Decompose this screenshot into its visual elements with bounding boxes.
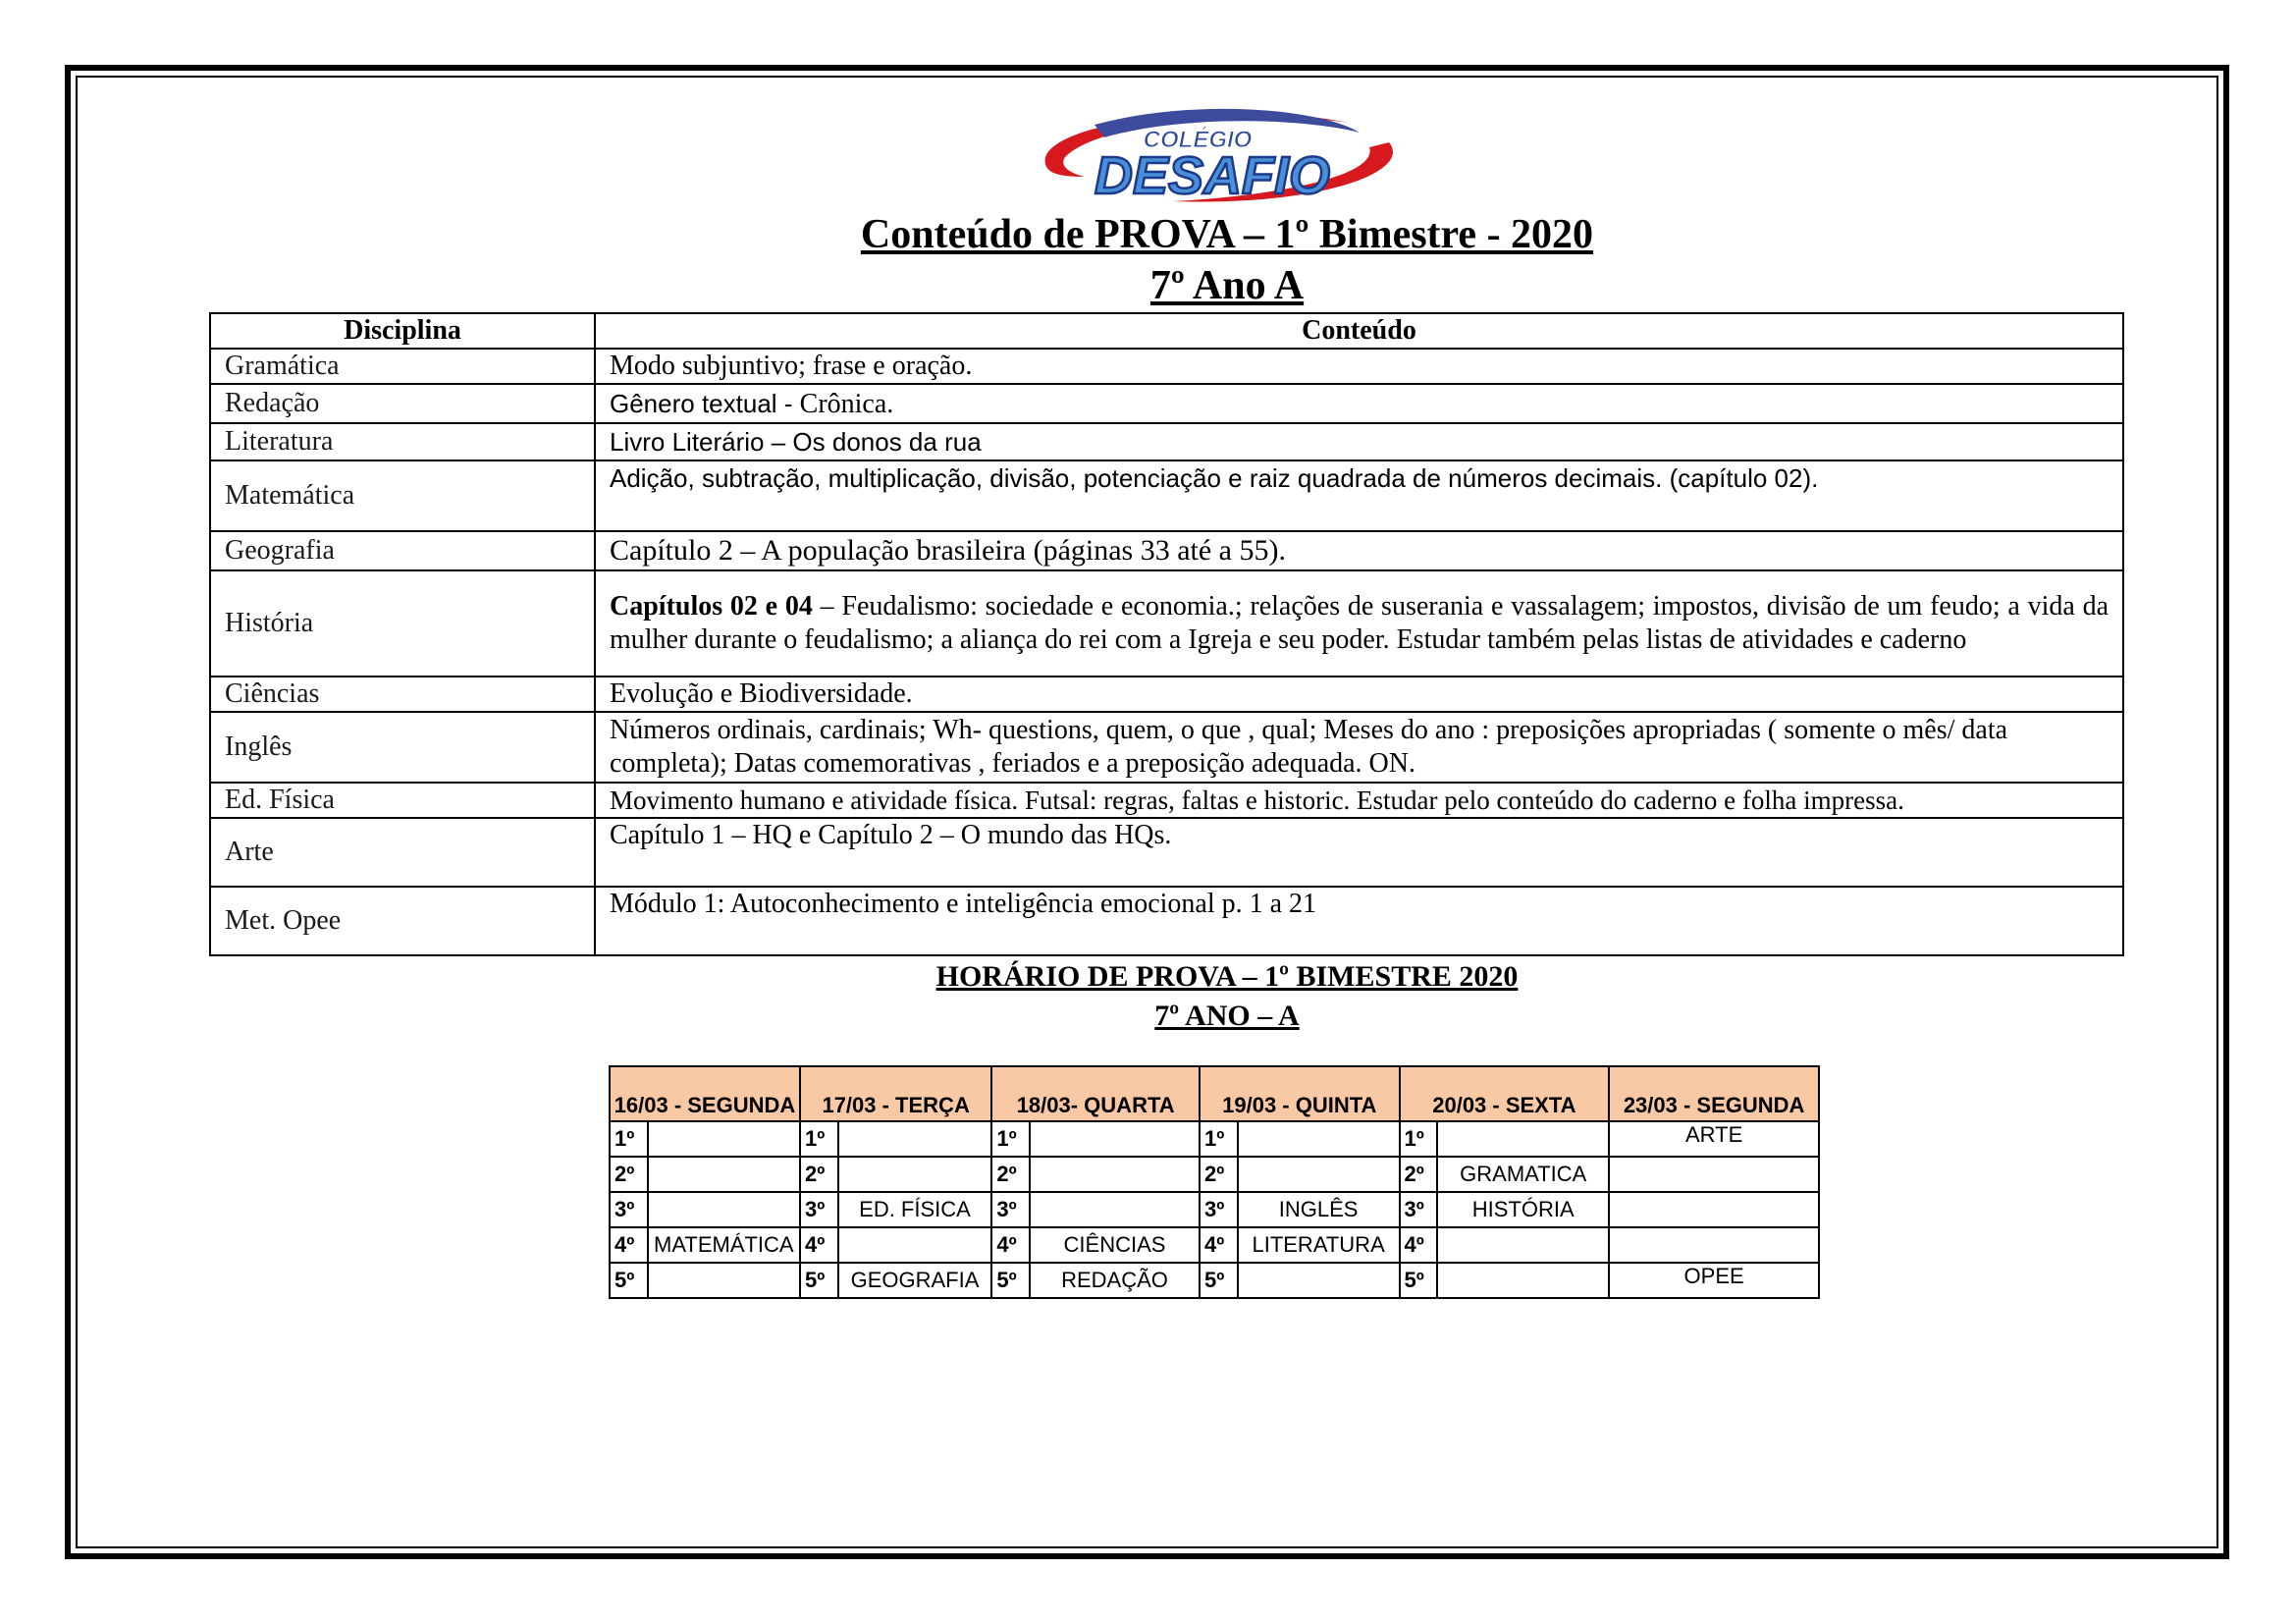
discipline-cell: História [210, 570, 595, 677]
period-number: 1º [610, 1121, 648, 1157]
page-title: Conteúdo de PROVA – 1º Bimestre - 2020 [860, 212, 1594, 257]
day-header: 20/03 - SEXTA [1400, 1066, 1610, 1121]
period-number: 3º [800, 1192, 838, 1227]
period-number: 1º [1200, 1121, 1238, 1157]
discipline-cell: Ed. Física [210, 783, 595, 818]
period-number: 5º [991, 1263, 1030, 1298]
exam-subject-cell: HISTÓRIA [1437, 1192, 1609, 1227]
exam-subject-cell [648, 1121, 800, 1157]
discipline-cell: Ciências [210, 677, 595, 712]
exam-subject-cell [1609, 1157, 1819, 1192]
exam-subject-cell [1609, 1227, 1819, 1263]
content-cell: Adição, subtração, multiplicação, divisão, potenciação e raiz quadrada de números decimais. (capítulo 02). [595, 460, 2123, 531]
exam-subject-cell [838, 1121, 992, 1157]
day-header: 18/03- QUARTA [991, 1066, 1200, 1121]
table-row [210, 887, 2123, 955]
exam-subject-cell [1030, 1192, 1200, 1227]
exam-subject-cell: MATEMÁTICA [648, 1227, 800, 1263]
table-row [210, 570, 2123, 677]
exam-subject-cell: GRAMATICA [1437, 1157, 1609, 1192]
discipline-cell: Met. Opee [210, 887, 595, 955]
period-number: 1º [1400, 1121, 1438, 1157]
discipline-cell: Gramática [210, 349, 595, 384]
content-cell: Movimento humano e atividade física. Futsal: regras, faltas e historic. Estudar pelo conteúdo do caderno e folha impressa. [595, 783, 2123, 818]
period-number: 3º [1200, 1192, 1238, 1227]
schedule-row [610, 1121, 1819, 1157]
content-table-header [210, 313, 2123, 349]
content-cell: Capítulo 2 – A população brasileira (páginas 33 até a 55). [595, 531, 2123, 570]
exam-subject-cell: ED. FÍSICA [838, 1192, 992, 1227]
table-row [210, 677, 2123, 712]
exam-subject-cell [1238, 1263, 1400, 1298]
discipline-cell: Redação [210, 384, 595, 423]
content-cell [595, 384, 2123, 423]
discipline-cell: Matemática [210, 460, 595, 531]
schedule-row [610, 1227, 1819, 1263]
period-number: 2º [1200, 1157, 1238, 1192]
svg-text:COLÉGIO: COLÉGIO [1143, 127, 1253, 153]
content-part: – Feudalismo: sociedade e economia.; relações de suserania e vassalagem; impostos, divisão de um feudo; a vida da mulher durante o feudalismo; a aliança do rei com a Igreja e seu poder. Estudar também pelas listas de atividades e caderno [610, 591, 2109, 655]
period-number: 2º [800, 1157, 838, 1192]
period-number: 4º [991, 1227, 1030, 1263]
period-number: 5º [800, 1263, 838, 1298]
exam-subject-cell: CIÊNCIAS [1030, 1227, 1200, 1263]
period-number: 5º [1400, 1263, 1438, 1298]
exam-subject-cell [648, 1263, 800, 1298]
header-disciplina: Disciplina [210, 313, 595, 349]
day-header: 16/03 - SEGUNDA [610, 1066, 800, 1121]
discipline-cell: Geografia [210, 531, 595, 570]
discipline-cell: Inglês [210, 712, 595, 783]
period-number: 3º [991, 1192, 1030, 1227]
exam-subject-cell [1030, 1121, 1200, 1157]
exam-subject-cell [1030, 1157, 1200, 1192]
content-cell: Livro Literário – Os donos da rua [595, 423, 2123, 460]
exam-subject-cell [838, 1227, 992, 1263]
discipline-cell: Arte [210, 818, 595, 887]
schedule-row [610, 1192, 1819, 1227]
table-row [210, 712, 2123, 783]
day-header: 23/03 - SEGUNDA [1609, 1066, 1819, 1121]
period-number: 2º [991, 1157, 1030, 1192]
content-part: Gênero textual - [610, 388, 800, 418]
exam-subject-cell: GEOGRAFIA [838, 1263, 992, 1298]
period-number: 4º [1200, 1227, 1238, 1263]
exam-subject-cell [1437, 1263, 1609, 1298]
period-number: 4º [1400, 1227, 1438, 1263]
table-row [210, 460, 2123, 531]
exam-subject-cell [1609, 1192, 1819, 1227]
exam-subject-cell: ARTE [1609, 1121, 1819, 1157]
schedule-row [610, 1263, 1819, 1298]
exam-subject-cell: OPEE [1609, 1263, 1819, 1298]
exam-subject-cell [648, 1157, 800, 1192]
exam-subject-cell: INGLÊS [1238, 1192, 1400, 1227]
table-row [210, 423, 2123, 460]
svg-text:DESAFIO: DESAFIO [1094, 146, 1331, 205]
table-row [210, 531, 2123, 570]
schedule-row [610, 1157, 1819, 1192]
period-number: 2º [610, 1157, 648, 1192]
day-header: 19/03 - QUINTA [1200, 1066, 1400, 1121]
content-cell [595, 570, 2123, 677]
class-title: 7º Ano A [1149, 263, 1305, 308]
content-part: Crônica. [799, 388, 894, 419]
content-cell: Números ordinais, cardinais; Wh- questions, quem, o que , qual; Meses do ano : preposições apropriadas ( somente o mês/ data completa); Datas comemorativas , feriados e a preposição adequada. ON. [595, 712, 2123, 783]
content-cell: Modo subjuntivo; frase e oração. [595, 349, 2123, 384]
period-number: 5º [610, 1263, 648, 1298]
period-number: 4º [800, 1227, 838, 1263]
content-cell: Capítulo 1 – HQ e Capítulo 2 – O mundo das HQs. [595, 818, 2123, 887]
content-part: Capítulos 02 e 04 [610, 591, 813, 622]
period-number: 4º [610, 1227, 648, 1263]
content-cell: Módulo 1: Autoconhecimento e inteligência emocional p. 1 a 21 [595, 887, 2123, 955]
schedule-header-row [610, 1066, 1819, 1121]
exam-subject-cell [1238, 1157, 1400, 1192]
exam-subject-cell [838, 1157, 992, 1192]
school-logo [1026, 103, 1409, 211]
table-row [210, 384, 2123, 423]
period-number: 1º [800, 1121, 838, 1157]
discipline-cell: Literatura [210, 423, 595, 460]
table-row [210, 349, 2123, 384]
period-number: 2º [1400, 1157, 1438, 1192]
period-number: 1º [991, 1121, 1030, 1157]
day-header: 17/03 - TERÇA [800, 1066, 991, 1121]
exam-subject-cell [1437, 1121, 1609, 1157]
period-number: 5º [1200, 1263, 1238, 1298]
exam-subject-cell [1238, 1121, 1400, 1157]
schedule-table [609, 1065, 1820, 1299]
schedule-title: HORÁRIO DE PROVA – 1º BIMESTRE 2020 [935, 960, 1519, 993]
exam-subject-cell [648, 1192, 800, 1227]
content-table [209, 312, 2124, 956]
exam-subject-cell: REDAÇÃO [1030, 1263, 1200, 1298]
content-cell: Evolução e Biodiversidade. [595, 677, 2123, 712]
table-row [210, 818, 2123, 887]
exam-subject-cell: LITERATURA [1238, 1227, 1400, 1263]
period-number: 3º [1400, 1192, 1438, 1227]
period-number: 3º [610, 1192, 648, 1227]
header-conteudo: Conteúdo [595, 313, 2123, 349]
exam-subject-cell [1437, 1227, 1609, 1263]
table-row [210, 783, 2123, 818]
schedule-class: 7º ANO – A [1154, 1000, 1300, 1032]
